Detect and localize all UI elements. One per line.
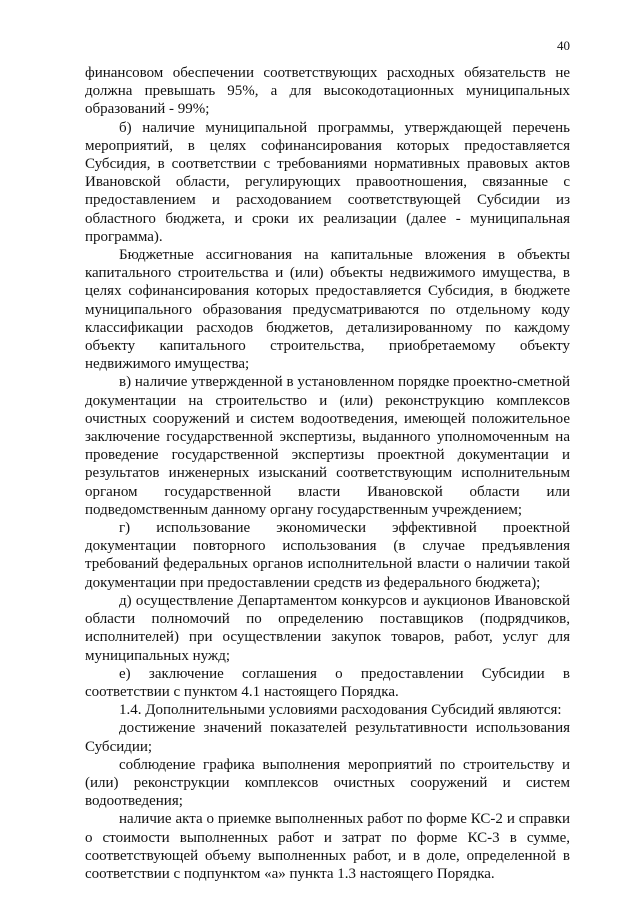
paragraph-budget-allocations: Бюджетные ассигнования на капитальные вложения в объекты капитального строительства и (или) объекты недвижимого имущества, в целях софинансирования которых предоставляется Субсидия, в бюджете муниципального образования предусматриваются по отдельному коду классификации расходов бюджетов, детализированному по каждому объекту капитального строительства, приобретаемому объекту недвижимого имущества; <box>85 247 570 373</box>
page-number: 40 <box>557 38 570 53</box>
paragraph-condition-acts: наличие акта о приемке выполненных работ по форме КС-2 и справки о стоимости выполненных работ и затрат по форме КС-3 в сумме, соответствующей объему выполненных работ, и в доле, определенной в соответствии с подпунктом «а» пункта 1.3 настоящего Порядка. <box>85 811 570 882</box>
paragraph-item-b: б) наличие муниципальной программы, утверждающей перечень мероприятий, в целях софинансирования которых предоставляется Субсидия, в соответствии с требованиями нормативных правовых актов Ивановской области, регулирующих правоотношения, связанные с предоставлением и расходованием соответствующей Субсидии из областного бюджета, и сроки их реализации (далее - муниципальная программа). <box>85 119 570 245</box>
paragraph-section-1-4: 1.4. Дополнительными условиями расходования Субсидий являются: <box>119 702 562 719</box>
paragraph-item-g: г) использование экономически эффективной проектной документации повторного использования (в случае предъявления требований федеральных органов исполнительной власти о наличии такой документации при предоставлении средств из федерального бюджета); <box>85 520 570 591</box>
paragraph-item-v: в) наличие утвержденной в установленном порядке проектно-сметной документации на строительство и (или) реконструкцию комплексов очистных сооружений и систем водоотведения, имеющей положительное заключение государственной экспертизы, выданного уполномоченным на проведение государственной экспертизы проектной документации и результатов инженерных изысканий соответствующим исполнительным органом государственной власти Ивановской области или подведомственным данному органу государственным учреждением; <box>85 374 570 518</box>
document-body <box>85 64 570 883</box>
paragraph-condition-schedule: соблюдение графика выполнения мероприятий по строительству и (или) реконструкции комплексов очистных сооружений и систем водоотведения; <box>85 756 570 810</box>
paragraph-continuation: финансовом обеспечении соответствующих расходных обязательств не должна превышать 95%, а для высокодотационных муниципальных образований - 99%; <box>85 65 570 118</box>
paragraph-item-e: е) заключение соглашения о предоставлении Субсидии в соответствии с пунктом 4.1 настоящего Порядка. <box>85 665 570 700</box>
paragraph-item-d: д) осуществление Департаментом конкурсов и аукционов Ивановской области полномочий по определению поставщиков (подрядчиков, исполнителей) при осуществлении закупок товаров, работ, услуг для муниципальных нужд; <box>85 592 570 664</box>
paragraph-condition-indicators: достижение значений показателей результативности использования Субсидии; <box>85 720 570 755</box>
